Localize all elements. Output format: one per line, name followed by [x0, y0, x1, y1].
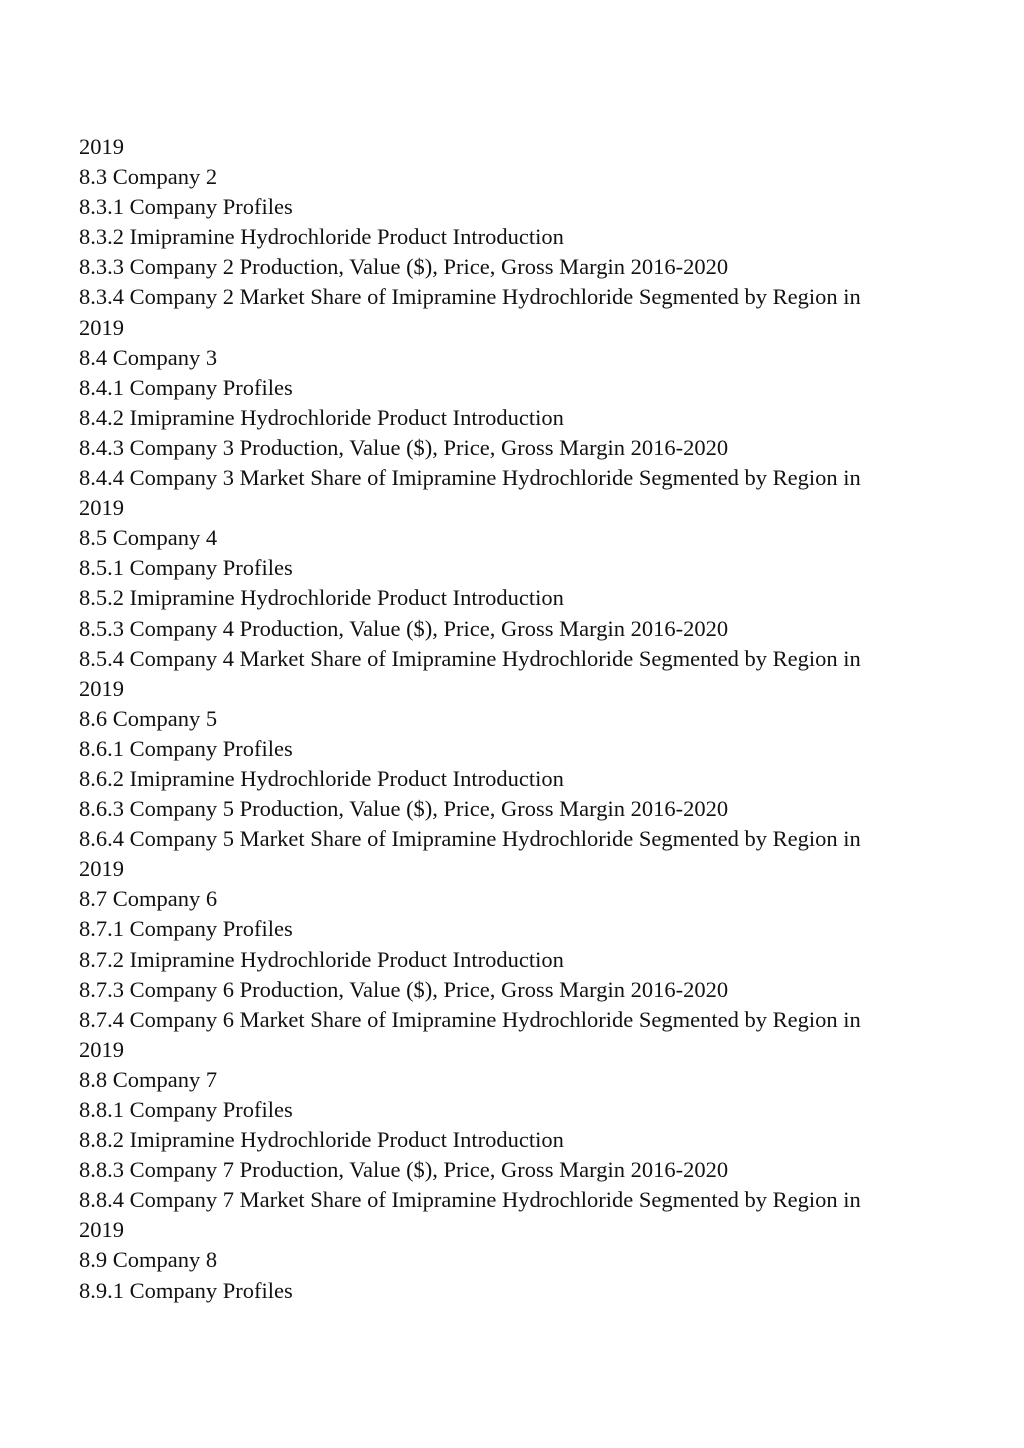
- toc-line: 8.6.3 Company 5 Production, Value ($), Price, Gross Margin 2016-2020: [79, 796, 729, 822]
- toc-line: 2019: [79, 495, 124, 521]
- toc-line: 8.8.3 Company 7 Production, Value ($), Price, Gross Margin 2016-2020: [79, 1157, 729, 1183]
- toc-line: 2019: [79, 1036, 124, 1062]
- toc-line: 8.3.3 Company 2 Production, Value ($), Price, Gross Margin 2016-2020: [79, 254, 729, 280]
- toc-line: 8.9.1 Company Profiles: [79, 1277, 293, 1303]
- toc-line: 8.5.3 Company 4 Production, Value ($), Price, Gross Margin 2016-2020: [79, 615, 729, 641]
- toc-line: 8.6.2 Imipramine Hydrochloride Product Introduction: [79, 765, 564, 791]
- toc-line: 8.7.2 Imipramine Hydrochloride Product Introduction: [79, 946, 564, 972]
- toc-line: 8.6.1 Company Profiles: [79, 735, 293, 761]
- toc-line: 8.5 Company 4: [79, 525, 218, 551]
- toc-line: 8.7.1 Company Profiles: [79, 916, 293, 942]
- toc-line: 8.7 Company 6: [79, 886, 218, 912]
- toc-line: 2019: [79, 675, 124, 701]
- toc-line: 8.5.1 Company Profiles: [79, 555, 293, 581]
- toc-line: 8.4.3 Company 3 Production, Value ($), Price, Gross Margin 2016-2020: [79, 434, 729, 460]
- toc-line: 8.6 Company 5: [79, 705, 218, 731]
- toc-line: 8.6.4 Company 5 Market Share of Imipramine Hydrochloride Segmented by Region in: [79, 826, 861, 852]
- toc-line: 8.8 Company 7: [79, 1066, 218, 1092]
- toc-line: 8.5.4 Company 4 Market Share of Imipramine Hydrochloride Segmented by Region in: [79, 645, 861, 671]
- toc-line: 8.4.2 Imipramine Hydrochloride Product Introduction: [79, 404, 564, 430]
- toc-line: 8.7.3 Company 6 Production, Value ($), Price, Gross Margin 2016-2020: [79, 976, 729, 1002]
- toc-line: 8.9 Company 8: [79, 1247, 218, 1273]
- toc-line: 2019: [79, 314, 124, 340]
- toc-line: 2019: [79, 856, 124, 882]
- toc-line: 8.4.4 Company 3 Market Share of Imipramine Hydrochloride Segmented by Region in: [79, 465, 861, 491]
- toc-line: 8.3 Company 2: [79, 164, 218, 190]
- toc-line: 8.4 Company 3: [79, 344, 218, 370]
- toc-line: 8.8.1 Company Profiles: [79, 1097, 293, 1122]
- table-of-contents: [79, 132, 929, 1306]
- toc-line: 8.8.4 Company 7 Market Share of Imipramine Hydrochloride Segmented by Region in: [79, 1187, 861, 1213]
- toc-line: 8.8.2 Imipramine Hydrochloride Product Introduction: [79, 1127, 564, 1153]
- toc-line: 8.3.2 Imipramine Hydrochloride Product Introduction: [79, 224, 564, 250]
- toc-line: 8.3.1 Company Profiles: [79, 194, 293, 220]
- toc-line: 8.3.4 Company 2 Market Share of Imipramine Hydrochloride Segmented by Region in: [79, 284, 861, 310]
- toc-line: 2019: [79, 1217, 124, 1243]
- toc-line: 8.5.2 Imipramine Hydrochloride Product Introduction: [79, 585, 564, 611]
- toc-line: 2019: [79, 134, 124, 159]
- toc-line: 8.7.4 Company 6 Market Share of Imipramine Hydrochloride Segmented by Region in: [79, 1006, 861, 1032]
- toc-line: 8.4.1 Company Profiles: [79, 374, 293, 400]
